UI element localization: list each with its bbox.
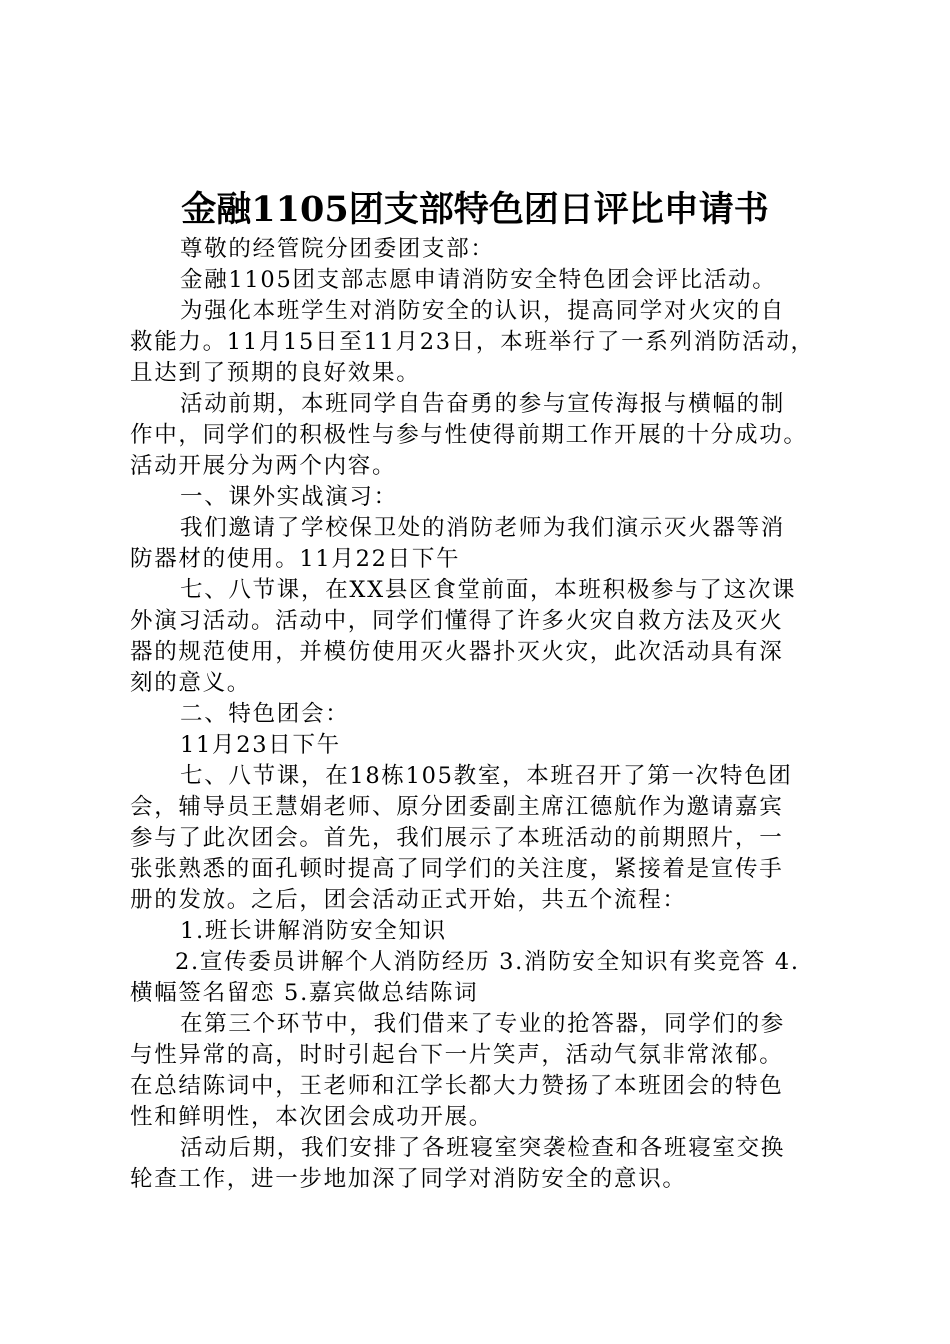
body-line: 一、课外实战演习： — [180, 484, 398, 510]
body-line: 作中，同学们的积极性与参与性使得前期工作开展的十分成功。 — [130, 422, 808, 448]
body-line: 为强化本班学生对消防安全的认识，提高同学对火灾的自 — [180, 298, 786, 324]
body-line: 性和鲜明性，本次团会成功开展。 — [130, 1104, 494, 1130]
body-line: 2.宣传委员讲解个人消防经历 3.消防安全知识有奖竞答 4. — [175, 949, 800, 975]
body-line: 外演习活动。活动中，同学们懂得了许多火灾自救方法及灭火 — [130, 608, 784, 634]
document-title: 金融1105团支部特色团日评比申请书 — [181, 189, 769, 230]
body-line: 器的规范使用，并模仿使用灭火器扑灭火灾，此次活动具有深 — [130, 639, 784, 665]
body-line: 刻的意义。 — [130, 670, 252, 696]
body-line: 册的发放。之后，团会活动正式开始，共五个流程： — [130, 887, 687, 913]
body-line: 1.班长讲解消防安全知识 — [180, 918, 447, 944]
body-line: 轮查工作，进一步地加深了同学对消防安全的意识。 — [130, 1166, 687, 1192]
body-line: 尊敬的经管院分团委团支部： — [180, 236, 495, 262]
body-line: 我们邀请了学校保卫处的消防老师为我们演示灭火器等消 — [180, 515, 786, 541]
body-line: 七、八节课，在18栋105教室，本班召开了第一次特色团 — [180, 763, 793, 789]
body-line: 与性异常的高，时时引起台下一片笑声，活动气氛非常浓郁。 — [130, 1042, 784, 1068]
body-line: 活动后期，我们安排了各班寝室突袭检查和各班寝室交换 — [180, 1135, 786, 1161]
body-line: 会，辅导员王慧娟老师、原分团委副主席江德航作为邀请嘉宾 — [130, 794, 784, 820]
body-line: 且达到了预期的良好效果。 — [130, 360, 421, 386]
body-line: 活动前期，本班同学自告奋勇的参与宣传海报与横幅的制 — [180, 391, 786, 417]
body-line: 救能力。11月15日至11月23日，本班举行了一系列消防活动， — [130, 329, 815, 355]
document-body — [130, 234, 828, 1195]
body-line: 活动开展分为两个内容。 — [130, 453, 397, 479]
body-line: 在总结陈词中，王老师和江学长都大力赞扬了本班团会的特色 — [130, 1073, 784, 1099]
body-line: 参与了此次团会。首先，我们展示了本班活动的前期照片，一 — [130, 825, 784, 851]
body-line: 金融1105团支部志愿申请消防安全特色团会评比活动。 — [180, 267, 777, 293]
body-line: 七、八节课，在XX县区食堂前面，本班积极参与了这次课 — [180, 577, 797, 603]
body-line: 张张熟悉的面孔顿时提高了同学们的关注度，紧接着是宣传手 — [130, 856, 784, 882]
body-line: 11月23日下午 — [180, 732, 341, 758]
body-line: 防器材的使用。11月22日下午 — [130, 546, 461, 572]
body-line: 横幅签名留恋 5.嘉宾做总结陈词 — [130, 980, 479, 1006]
body-line: 二、特色团会： — [180, 701, 350, 727]
body-line: 在第三个环节中，我们借来了专业的抢答器，同学们的参 — [180, 1011, 786, 1037]
